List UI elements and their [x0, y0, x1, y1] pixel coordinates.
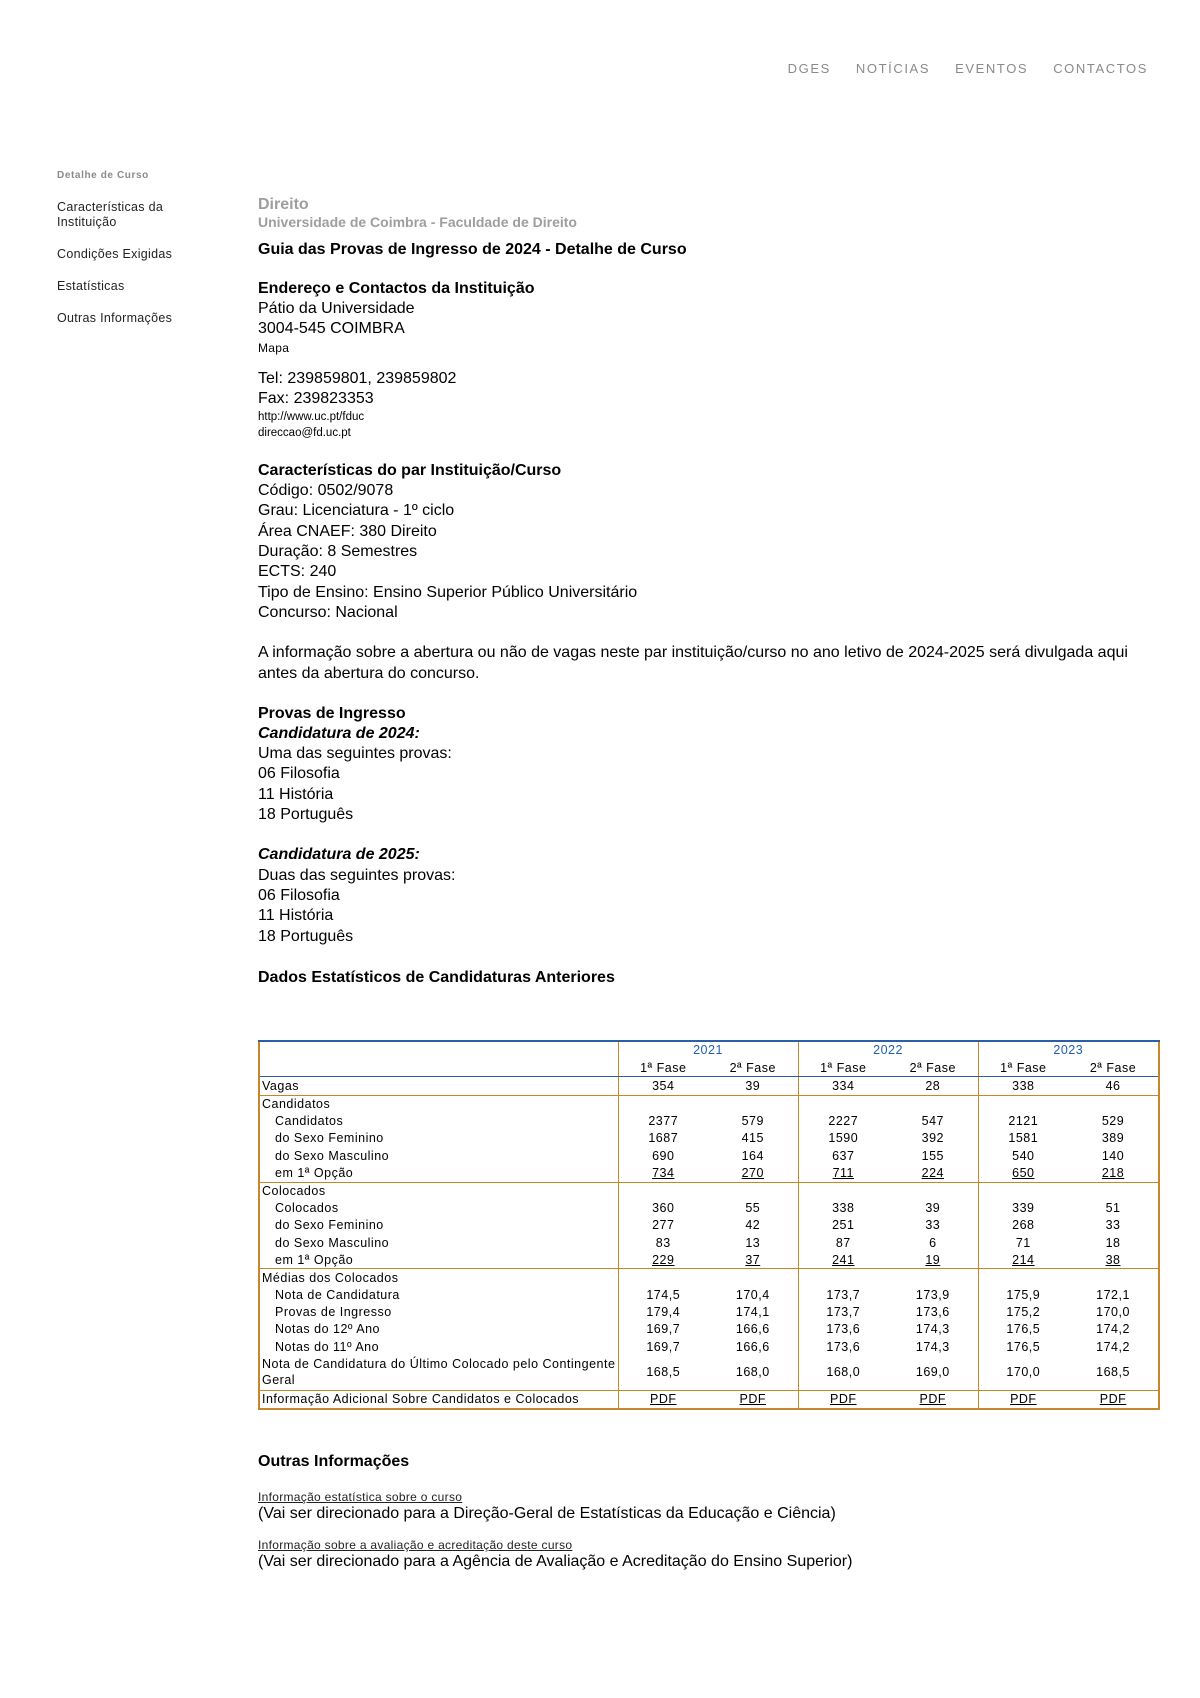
table-corner: [259, 1041, 618, 1059]
table-cell: 214: [978, 1251, 1068, 1269]
table-cell: 19: [925, 1252, 941, 1267]
tel: Tel: 239859801, 239859802: [258, 369, 457, 387]
table-row: [259, 1130, 1159, 1147]
table-cell: 170,4: [735, 1288, 770, 1303]
stats-heading: Dados Estatísticos de Candidaturas Anteriores: [258, 968, 615, 986]
pdf-link[interactable]: PDF: [798, 1390, 888, 1409]
table-cell: 164: [741, 1148, 764, 1163]
table-cell: [798, 1182, 888, 1200]
prova-item: 06 Filosofia: [258, 765, 340, 783]
table-cell: 277: [652, 1218, 675, 1233]
row-label: Colocados: [259, 1200, 618, 1217]
table-cell: 168,0: [798, 1355, 888, 1390]
table-cell: [888, 1095, 978, 1113]
prova-item: 11 História: [258, 907, 334, 925]
table-cell: 224: [921, 1165, 944, 1180]
table-cell: 251: [798, 1217, 888, 1234]
table-row: [259, 1077, 1159, 1095]
char-ects: ECTS: 240: [258, 563, 337, 581]
address-line2: 3004-545 COIMBRA: [258, 320, 405, 338]
fase-header: 2ª Fase: [888, 1059, 978, 1077]
prova-item: 11 História: [258, 785, 334, 803]
address-section: [258, 279, 1158, 441]
table-cell: 6: [929, 1235, 937, 1250]
candidatura-2025-title: Candidatura de 2025:: [258, 846, 420, 864]
table-cell: 169,7: [646, 1339, 681, 1354]
row-label: Candidatos: [259, 1113, 618, 1130]
website-link[interactable]: http://www.uc.pt/fduc: [258, 411, 365, 424]
table-cell: 33: [1105, 1218, 1121, 1233]
prova-item: 18 Português: [258, 806, 354, 824]
course-name: Direito: [258, 196, 309, 213]
row-label: Vagas: [259, 1077, 618, 1095]
table-cell: 218: [1101, 1165, 1125, 1180]
table-cell: 172,1: [1096, 1288, 1130, 1303]
pdf-link[interactable]: PDF: [888, 1390, 978, 1409]
table-cell: [1068, 1182, 1159, 1200]
row-label: do Sexo Masculino: [259, 1234, 618, 1251]
table-cell: 166,6: [735, 1322, 770, 1337]
characteristics-section: [258, 461, 1158, 684]
table-cell: 39: [925, 1201, 941, 1216]
sidebar-title: Detalhe de Curso: [57, 170, 149, 181]
table-cell: [978, 1182, 1068, 1200]
table-cell: [978, 1095, 1068, 1113]
table-cell: 2121: [978, 1113, 1068, 1130]
table-cell: 173,6: [798, 1321, 888, 1338]
table-cell: 39: [745, 1078, 761, 1093]
table-cell: 529: [1101, 1114, 1125, 1129]
candidatura-2025-intro: Duas das seguintes provas:: [258, 866, 456, 884]
table-row: [259, 1251, 1159, 1269]
table-cell: 360: [652, 1201, 675, 1216]
stats-info-link[interactable]: Informação estatística sobre o curso: [258, 1490, 463, 1504]
table-cell: 637: [798, 1147, 888, 1164]
characteristics-heading: Características do par Instituição/Curso: [258, 462, 562, 480]
table-cell: 176,5: [978, 1321, 1068, 1338]
table-cell: [1068, 1269, 1159, 1287]
table-cell: 46: [1105, 1078, 1121, 1093]
table-cell: [618, 1095, 708, 1113]
nav-eventos[interactable]: EVENTOS: [955, 61, 1029, 76]
fase-header: 2ª Fase: [1068, 1059, 1159, 1077]
vagas-notice: A informação sobre a abertura ou não de vagas neste par instituição/curso no ano letivo de 2024-2025 será divulgada aqui antes da abertura do concurso.: [258, 644, 1128, 682]
table-cell: 176,5: [978, 1338, 1068, 1355]
address-line1: Pátio da Universidade: [258, 300, 415, 317]
table-cell: 415: [741, 1131, 764, 1146]
row-label: Informação Adicional Sobre Candidatos e Colocados: [259, 1390, 618, 1409]
table-cell: 18: [1105, 1235, 1121, 1250]
table-cell: [1068, 1095, 1159, 1113]
fase-header: 2ª Fase: [708, 1059, 798, 1077]
table-cell: 389: [1101, 1131, 1125, 1146]
row-label: do Sexo Masculino: [259, 1147, 618, 1164]
pdf-link[interactable]: PDF: [978, 1390, 1068, 1409]
row-label: do Sexo Feminino: [259, 1130, 618, 1147]
table-cell: 229: [652, 1252, 675, 1267]
table-cell: 175,2: [978, 1304, 1068, 1321]
table-cell: [798, 1095, 888, 1113]
accreditation-note: (Vai ser direcionado para a Agência de Avaliação e Acreditação do Ensino Superior): [258, 1553, 853, 1571]
sidebar: [57, 170, 207, 343]
prova-item: 18 Português: [258, 927, 354, 945]
table-cell: 1590: [798, 1130, 888, 1147]
fase-header: 1ª Fase: [618, 1059, 708, 1077]
char-area: Área CNAEF: 380 Direito: [258, 522, 437, 540]
pdf-link[interactable]: PDF: [708, 1390, 798, 1409]
row-label: em 1ª Opção: [259, 1251, 618, 1269]
table-cell: 42: [745, 1218, 761, 1233]
row-label: Notas do 12º Ano: [259, 1321, 618, 1338]
table-row: [259, 1095, 1159, 1113]
table-cell: 168,5: [646, 1365, 681, 1380]
table-row: [259, 1147, 1159, 1164]
table-cell: 547: [921, 1114, 944, 1129]
char-duracao: Duração: 8 Semestres: [258, 543, 418, 561]
char-grau: Grau: Licenciatura - 1º ciclo: [258, 502, 455, 520]
table-cell: 87: [798, 1234, 888, 1251]
sidebar-item-estatisticas[interactable]: Estatísticas: [57, 279, 125, 293]
table-row: [259, 1390, 1159, 1409]
table-cell: 170,0: [1096, 1305, 1130, 1320]
table-row: [259, 1321, 1159, 1338]
main-content: [258, 196, 1158, 988]
table-cell: 173,9: [915, 1288, 950, 1303]
year-header: 2022: [798, 1041, 978, 1059]
table-cell: 38: [1105, 1252, 1121, 1267]
table-row: [259, 1164, 1159, 1182]
table-cell: 2227: [798, 1113, 888, 1130]
char-tipo: Tipo de Ensino: Ensino Superior Público Universitário: [258, 583, 638, 601]
table-cell: 179,4: [646, 1305, 681, 1320]
table-cell: 55: [745, 1201, 761, 1216]
fax: Fax: 239823353: [258, 389, 374, 407]
year-header: 2023: [978, 1041, 1159, 1059]
table-cell: 174,5: [646, 1288, 681, 1303]
page-title: Guia das Provas de Ingresso de 2024 - Detalhe de Curso: [258, 241, 687, 258]
table-cell: 270: [741, 1165, 764, 1180]
outras-heading: Outras Informações: [258, 1453, 410, 1470]
table-cell: 173,7: [798, 1287, 888, 1304]
row-label: Notas do 11º Ano: [259, 1338, 618, 1355]
row-label: em 1ª Opção: [259, 1164, 618, 1182]
row-label: Colocados: [259, 1182, 618, 1200]
table-cell: 169,7: [646, 1322, 681, 1337]
table-cell: 168,5: [1096, 1365, 1130, 1380]
table-cell: 392: [921, 1131, 944, 1146]
table-cell: 354: [652, 1078, 675, 1093]
table-cell: 33: [925, 1218, 941, 1233]
table-cell: 540: [978, 1147, 1068, 1164]
table-cell: [888, 1269, 978, 1287]
pdf-link[interactable]: PDF: [1068, 1390, 1159, 1409]
table-cell: [618, 1269, 708, 1287]
sidebar-item-outras[interactable]: Outras Informações: [57, 311, 173, 325]
nav-dges[interactable]: DGES: [787, 61, 831, 76]
table-cell: 338: [798, 1200, 888, 1217]
provas-heading: Provas de Ingresso: [258, 704, 406, 722]
table-cell: 83: [655, 1235, 671, 1250]
table-cell: 1687: [648, 1131, 679, 1146]
table-cell: [618, 1182, 708, 1200]
table-row: [259, 1269, 1159, 1287]
table-cell: 28: [925, 1078, 941, 1093]
table-cell: 173,7: [798, 1304, 888, 1321]
candidatura-2024-intro: Uma das seguintes provas:: [258, 745, 452, 763]
pdf-link[interactable]: PDF: [618, 1390, 708, 1409]
row-label: Nota de Candidatura: [259, 1287, 618, 1304]
table-row: [259, 1200, 1159, 1217]
table-row: [259, 1182, 1159, 1200]
institution-name: Universidade de Coimbra - Faculdade de Direito: [258, 214, 577, 230]
table-cell: 13: [745, 1235, 761, 1250]
map-link[interactable]: Mapa: [258, 340, 290, 355]
provas-section: [258, 704, 1158, 947]
table-cell: 650: [978, 1164, 1068, 1182]
table-row: [259, 1217, 1159, 1234]
fase-header: 1ª Fase: [798, 1059, 888, 1077]
table-cell: 241: [798, 1251, 888, 1269]
table-cell: 268: [978, 1217, 1068, 1234]
table-cell: 338: [978, 1077, 1068, 1095]
outras-section: [258, 1452, 1158, 1573]
stats-table: [258, 1040, 1160, 1410]
table-cell: 174,3: [915, 1339, 950, 1354]
char-concurso: Concurso: Nacional: [258, 603, 398, 621]
table-cell: 170,0: [978, 1355, 1068, 1390]
email-link[interactable]: direccao@fd.uc.pt: [258, 427, 351, 440]
table-cell: 2377: [648, 1114, 679, 1129]
table-cell: [798, 1269, 888, 1287]
sidebar-item-caracteristicas[interactable]: Características da Instituição: [57, 200, 164, 229]
table-cell: 339: [978, 1200, 1068, 1217]
table-row: [259, 1338, 1159, 1355]
table-cell: 175,9: [978, 1287, 1068, 1304]
nav-noticias[interactable]: NOTÍCIAS: [855, 61, 931, 76]
table-cell: 334: [798, 1077, 888, 1095]
table-cell: 711: [798, 1164, 888, 1182]
table-cell: 173,6: [915, 1305, 950, 1320]
table-cell: 140: [1101, 1148, 1125, 1163]
char-codigo: Código: 0502/9078: [258, 482, 394, 500]
table-cell: 37: [745, 1252, 761, 1267]
table-cell: [708, 1182, 798, 1200]
row-label: Provas de Ingresso: [259, 1304, 618, 1321]
table-cell: 690: [652, 1148, 675, 1163]
row-label: Médias dos Colocados: [259, 1269, 618, 1287]
nav-contactos[interactable]: CONTACTOS: [1053, 61, 1148, 76]
table-row: [259, 1304, 1159, 1321]
table-cell: 579: [741, 1114, 764, 1129]
table-row: [259, 1287, 1159, 1304]
table-row: [259, 1355, 1159, 1390]
table-cell: 168,0: [735, 1365, 770, 1380]
table-cell: 169,0: [915, 1365, 950, 1380]
table-cell: 174,1: [735, 1305, 770, 1320]
fase-header: 1ª Fase: [978, 1059, 1068, 1077]
table-cell: [978, 1269, 1068, 1287]
address-heading: Endereço e Contactos da Instituição: [258, 280, 535, 297]
table-cell: 166,6: [735, 1339, 770, 1354]
year-header: 2021: [618, 1041, 798, 1059]
table-cell: 174,2: [1096, 1339, 1130, 1354]
table-cell: 174,3: [915, 1322, 950, 1337]
table-row: [259, 1234, 1159, 1251]
row-label: Candidatos: [259, 1095, 618, 1113]
table-cell: 1581: [978, 1130, 1068, 1147]
table-cell: 71: [978, 1234, 1068, 1251]
row-label: Nota de Candidatura do Último Colocado pelo Contingente Geral: [259, 1355, 618, 1390]
table-cell: 155: [921, 1148, 944, 1163]
top-nav: [788, 61, 1148, 76]
stats-info-note: (Vai ser direcionado para a Direção-Geral de Estatísticas da Educação e Ciência): [258, 1505, 836, 1522]
table-cell: 174,2: [1096, 1322, 1130, 1337]
prova-item: 06 Filosofia: [258, 886, 340, 904]
sidebar-item-condicoes[interactable]: Condições Exigidas: [57, 247, 173, 261]
table-cell: [708, 1269, 798, 1287]
table-cell: 173,6: [798, 1338, 888, 1355]
table-row: [259, 1113, 1159, 1130]
table-cell: 51: [1105, 1201, 1121, 1216]
accreditation-link[interactable]: Informação sobre a avaliação e acreditação deste curso: [258, 1538, 573, 1553]
table-cell: 734: [652, 1165, 675, 1180]
table-cell: [888, 1182, 978, 1200]
candidatura-2024-title: Candidatura de 2024:: [258, 724, 420, 742]
table-cell: [708, 1095, 798, 1113]
row-label: do Sexo Feminino: [259, 1217, 618, 1234]
